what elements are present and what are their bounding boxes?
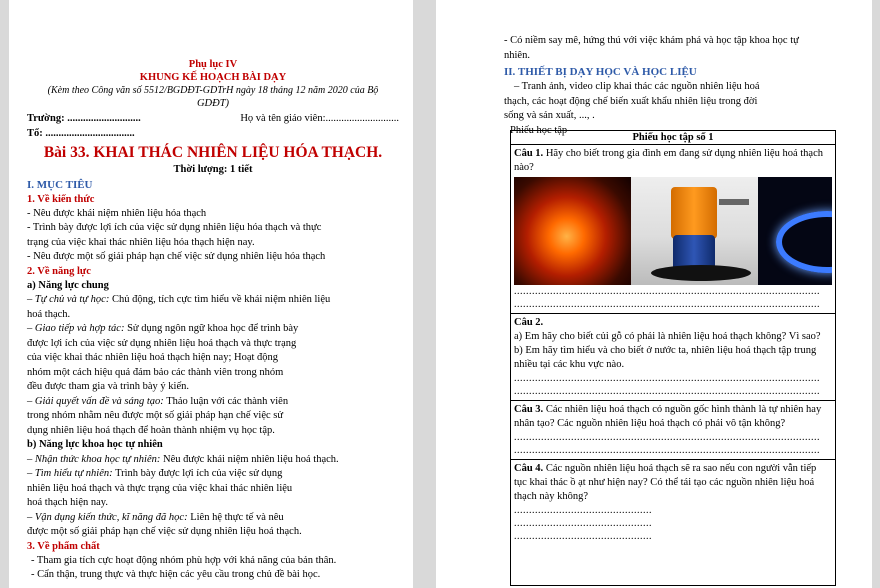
lesson-title: Bài 33. KHAI THÁC NHIÊN LIỆU HÓA THẠCH. [43,144,383,161]
question-text: Các nhiên liệu hoá thạch có nguồn gốc hình thành là tự nhiên hay [543,404,822,415]
question-1 [514,147,832,161]
equipment-line-2: thạch, các hoạt động chế biến xuất khẩu nhiên liệu trong đời [504,95,758,107]
general-competence-2d: nhóm một cách hiệu quả đảm bảo các thành viên trong nhóm [27,366,284,378]
worksheet-table [510,130,836,586]
body-text: Sử dụng ngôn ngữ khoa học để trình bày [124,323,299,334]
body-text: Trình bày được lợi ích của việc sử dụng [112,468,283,479]
question-label: Câu 3. [514,404,544,415]
quality-line-2: - Cẩn thận, trung thực và thực hiện các yêu cầu trong chủ đề bài học. [31,569,321,580]
subsection-competence: 2. Về năng lực [27,265,91,277]
reference-line-2: GDĐT) [196,98,230,109]
question-2-label: Câu 2. [514,317,544,328]
lead-text: – Nhận thức khoa học tự nhiên: [27,453,161,465]
document-page-1 [9,0,413,588]
general-competence-3 [27,395,399,410]
group-field: Tổ: .................................. [27,127,135,139]
science-competence-2c: hoá thạch hiện nay. [27,497,108,508]
science-competence-3 [27,511,399,526]
body-text: Thảo luận với các thành viên [163,395,289,407]
science-competence-2b: nhiên liệu hoá thạch và thực trạng của việc khai thác nhiên liệu [27,482,293,494]
burning-coal-image [514,177,631,285]
answer-line[interactable]: ...................................................................................................... [514,299,820,310]
lead-text: – Vận dụng kiến thức, kĩ năng đã học: [27,511,188,523]
gas-flame-image [758,177,832,285]
question-2a: a) Em hãy cho biết củi gỗ có phải là nhiên liệu hoá thạch không? Vì sao? [514,331,821,342]
question-2b-cont: nhiều tại các khu vực nào. [514,359,625,370]
answer-line[interactable]: ...................................................................................................... [514,286,820,297]
science-competence-1 [27,453,399,468]
section-objectives: I. MỤC TIÊU [27,178,93,191]
knowledge-line-4: - Nêu được một số giải pháp hạn chế việc sử dụng nhiên liệu hóa thạch [27,251,326,262]
answer-line[interactable]: .............................................. [514,505,652,516]
question-2-cell [511,314,835,401]
general-competence-2e: đều được tham gia và trình bày ý kiến. [27,381,189,392]
knowledge-line-3: trạng của việc khai thác nhiên liệu hóa thạch hiện nay. [27,236,255,248]
question-label: Câu 1. [514,148,544,159]
oil-barrel-image [631,177,759,285]
equipment-line-3: sống và sản xuất, ..., . [504,110,595,121]
answer-line[interactable]: .............................................. [514,531,652,542]
subsection-qualities: 3. Về phẩm chất [27,540,100,552]
question-3-cont: nhân tạo? Các nguồn nhiên liệu hoá thạch có phải vô tận không? [514,418,786,429]
general-competence-3c: dụng nhiên liệu hoá thạch để hoàn thành nhiệm vụ học tập. [27,424,275,436]
science-competence-heading: b) Năng lực khoa học tự nhiên [27,439,163,450]
general-competence-2 [27,322,399,337]
reference-line-1: (Kèm theo Công văn số 5512/BGDĐT-GDTrH ngày 18 tháng 12 năm 2020 của Bộ [47,85,379,96]
answer-line[interactable]: ...................................................................................................... [514,386,820,397]
lead-text: – Tìm hiểu tự nhiên: [27,468,113,479]
science-competence-3b: được một số giải pháp hạn chế việc sử dụng nhiên liệu hoá thạch. [27,526,302,537]
body-text: Liên hệ thực tế và nêu [187,511,284,523]
school-teacher-row [27,112,399,127]
science-competence-2 [27,467,399,482]
question-1-cell [511,145,835,314]
question-3 [514,403,832,417]
question-4-cont: tục khai thác ồ ạt như hiện nay? Có thể tái tạo các nguồn nhiên liệu hoá [514,477,815,488]
knowledge-line-2: - Trình bày được lợi ích của việc sử dụng nhiên liệu hóa thạch và thực [27,222,322,233]
answer-line[interactable]: ...................................................................................................... [514,373,820,384]
question-3-cell [511,401,835,460]
question-2b: b) Em hãy tìm hiểu và cho biết ở nước ta, nhiên liệu hoá thạch tập trung [514,345,817,356]
answer-line[interactable]: ...................................................................................................... [514,445,820,456]
quality-line-3: - Có niềm say mê, hứng thú với việc khám phá và học tập khoa học tự [504,35,799,46]
section-equipment: II. THIẾT BỊ DẠY HỌC VÀ HỌC LIỆU [504,66,697,78]
question-text: Các nguồn nhiên liệu hoá thạch sẽ ra sao nếu con người vẫn tiếp [543,463,817,474]
school-field: Trường: ............................ [27,113,141,124]
body-text: Chủ động, tích cực tìm hiểu về khái niệm nhiên liệu [109,294,331,305]
teacher-field: Họ và tên giáo viên:............................ [240,113,399,124]
question-4 [514,462,832,476]
question-1-cont: nào? [514,162,534,173]
question-label: Câu 4. [514,463,544,474]
fuel-images [514,177,832,285]
duration: Thời lượng: 1 tiết [173,164,253,175]
general-competence-1b: hoá thạch. [27,308,71,320]
body-text: Nêu được khái niệm nhiên liệu hoá thạch. [160,453,339,465]
general-competence-2b: được lợi ích của việc sử dụng nhiên liệu hoá thạch và thực trạng [27,337,297,349]
worksheet-title: Phiếu học tập số 1 [511,131,835,145]
lead-text: – Giao tiếp và hợp tác: [27,323,125,334]
lead-text: – Tự chủ và tự học: [27,294,110,305]
answer-line[interactable]: ...................................................................................................... [514,432,820,443]
question-4-cell [511,460,835,545]
general-competence-3b: trong nhóm nhằm nêu được một số giải pháp hạn chế việc sử [27,410,284,421]
quality-line-3b: nhiên. [504,49,530,61]
equipment-line-1: – Tranh ảnh, video clip khai thác các nguồn nhiên liệu hoá [514,81,760,92]
quality-line-1: - Tham gia tích cực hoạt động nhóm phù hợp với khả năng của bản thân. [31,554,337,566]
general-competence-heading: a) Năng lực chung [27,279,109,291]
general-competence-1 [27,293,399,308]
knowledge-line-1: - Nêu được khái niệm nhiên liệu hóa thạch [27,207,207,219]
worksheet-label: Phiếu học tập [510,124,568,136]
general-competence-2c: của việc khai thác nhiên liệu hoá thạch hiện nay; Hoạt động [27,352,279,363]
question-4-cont2: thạch này không? [514,491,589,502]
question-text: Hãy cho biết trong gia đình em đang sử dụng nhiên liệu hoá thạch [543,148,823,159]
answer-line[interactable]: .............................................. [514,518,652,529]
subsection-knowledge: 1. Về kiến thức [27,193,95,205]
lead-text: – Giải quyết vấn đề và sáng tạo: [27,395,164,407]
appendix-label: Phụ lục IV [188,59,238,70]
plan-title: KHUNG KẾ HOẠCH BÀI DẠY [139,72,287,83]
